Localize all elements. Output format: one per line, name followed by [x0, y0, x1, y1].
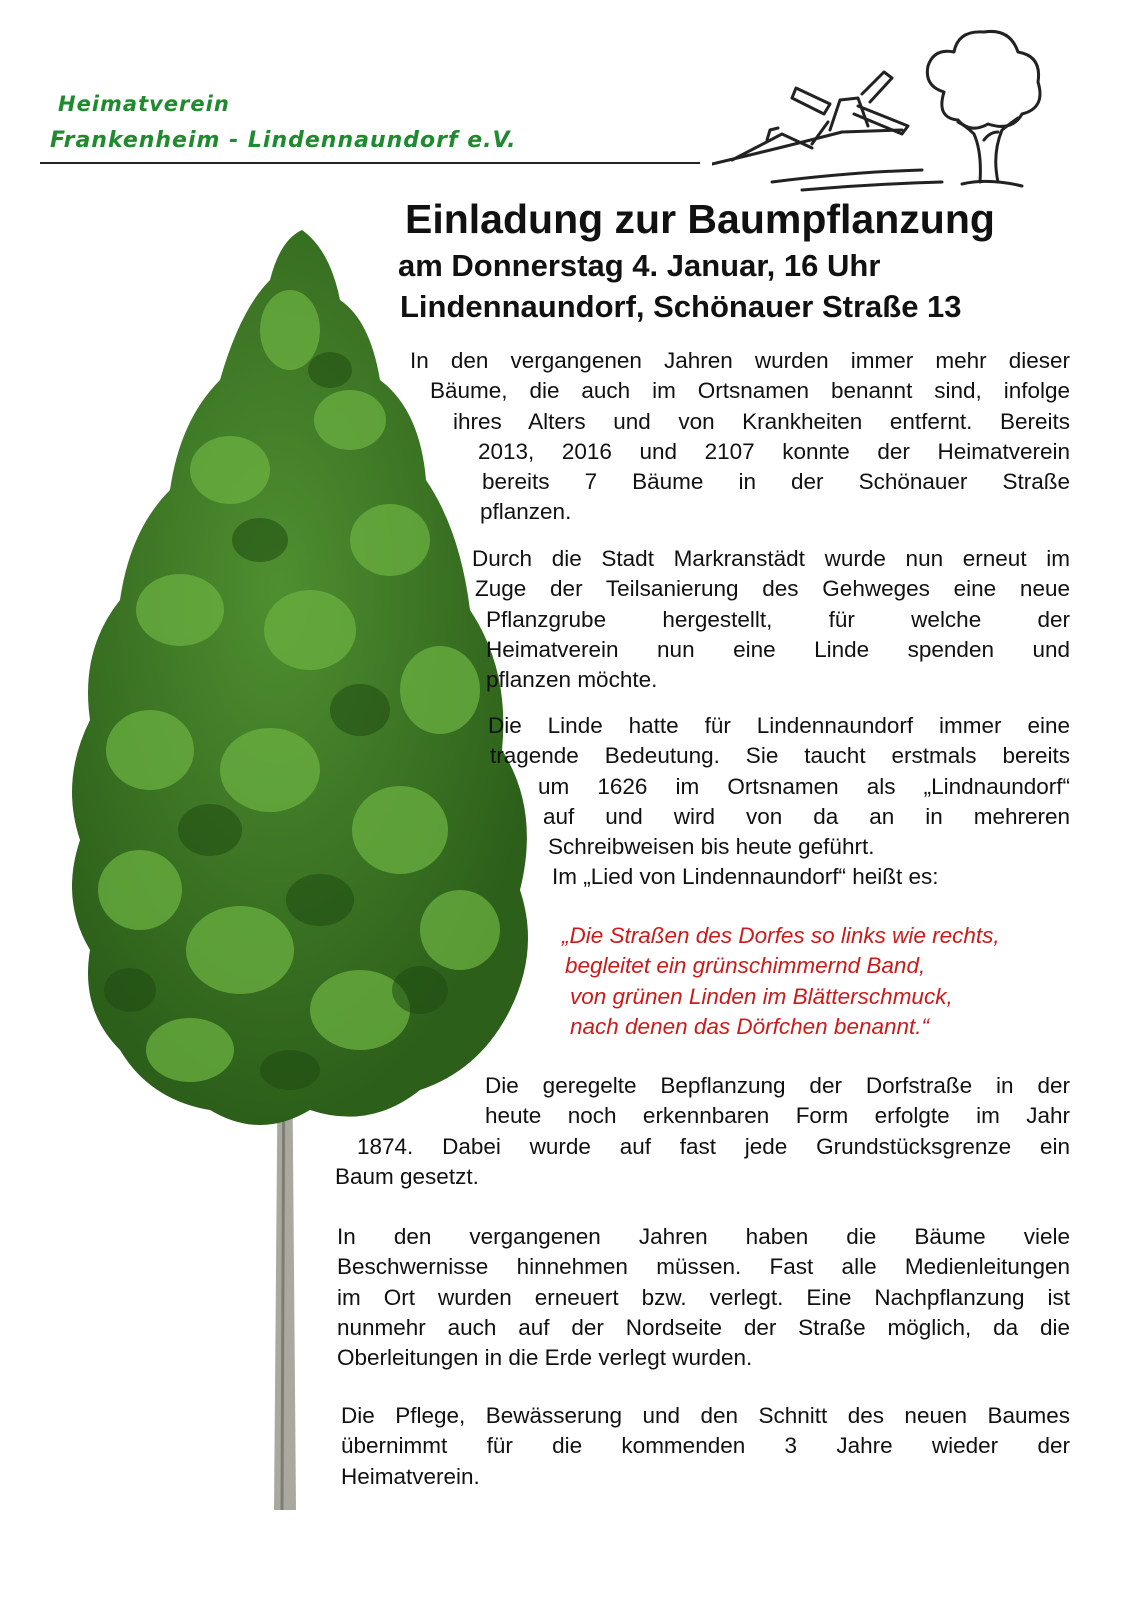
text-line: ihres Alters und von Krankheiten entfernt. Bereits — [453, 408, 1070, 434]
page-title: Einladung zur Baumpflanzung — [405, 196, 995, 242]
text-line: Oberleitungen in die Erde verlegt wurden. — [337, 1345, 753, 1371]
paragraph-3 — [488, 711, 1070, 893]
text-line: In den vergangenen Jahren wurden immer mehr dieser — [410, 348, 1070, 373]
paragraph-1 — [410, 346, 1070, 528]
text-line: Heimatverein nun eine Linde spenden und — [486, 636, 1070, 662]
quote-line: begleitet ein grünschimmernd Band, — [565, 953, 926, 979]
text-line: Bäume, die auch im Ortsnamen benannt sind, infolge — [430, 378, 1070, 404]
text-line: pflanzen. — [480, 499, 572, 525]
org-name-line2: Frankenheim - Lindennaundorf e.V. — [50, 128, 517, 153]
paragraph-6 — [341, 1401, 1070, 1492]
text-line: Baum gesetzt. — [335, 1163, 479, 1189]
quote-line: von grünen Linden im Blätterschmuck, — [570, 983, 953, 1009]
text-line: nunmehr auch auf der Nordseite der Straße möglich, da die — [337, 1314, 1070, 1340]
text-line: Durch die Stadt Markranstädt wurde nun erneut im — [472, 546, 1070, 571]
quote-line: nach denen das Dörfchen benannt.“ — [570, 1013, 930, 1039]
text-line: In den vergangenen Jahren haben die Bäume viele — [337, 1224, 1070, 1249]
text-line: Im „Lied von Lindennaundorf“ heißt es: — [552, 864, 939, 890]
paragraph-4 — [335, 1071, 1070, 1192]
event-location: Lindennaundorf, Schönauer Straße 13 — [400, 289, 962, 324]
text-line: 1874. Dabei wurde auf fast jede Grundstücksgrenze ein — [357, 1133, 1070, 1159]
text-line: 2013, 2016 und 2107 konnte der Heimatverein — [478, 438, 1070, 464]
text-line: Die geregelte Bepflanzung der Dorfstraße in der — [485, 1073, 1070, 1098]
text-line: um 1626 im Ortsnamen als „Lindnaundorf“ — [538, 773, 1070, 799]
text-line: pflanzen möchte. — [486, 667, 658, 693]
text-line: Pflanzgrube hergestellt, für welche der — [486, 606, 1070, 632]
header-divider — [40, 162, 700, 164]
text-line: heute noch erkennbaren Form erfolgte im Jahr — [485, 1103, 1070, 1129]
org-name-line1: Heimatverein — [58, 92, 230, 116]
text-line: tragende Bedeutung. Sie taucht erstmals bereits — [490, 743, 1070, 769]
song-quote — [562, 921, 1070, 1042]
text-line: auf und wird von da an in mehreren — [543, 803, 1070, 829]
text-line: bereits 7 Bäume in der Schönauer Straße — [482, 469, 1070, 495]
text-line: Schreibweisen bis heute geführt. — [548, 834, 875, 860]
paragraph-2 — [472, 544, 1070, 695]
text-line: Beschwernisse hinnehmen müssen. Fast alle Medienleitungen — [337, 1254, 1070, 1280]
windmill-tree-logo-icon — [712, 22, 1052, 202]
paragraph-5 — [337, 1222, 1070, 1373]
quote-line: „Die Straßen des Dorfes so links wie rechts, — [562, 923, 1000, 948]
event-date: am Donnerstag 4. Januar, 16 Uhr — [398, 248, 881, 283]
text-line: Die Pflege, Bewässerung und den Schnitt des neuen Baumes — [341, 1403, 1070, 1428]
text-line: im Ort wurden erneuert bzw. verlegt. Eine Nachpflanzung ist — [337, 1284, 1070, 1310]
text-line: Heimatverein. — [341, 1463, 480, 1489]
text-line: übernimmt für die kommenden 3 Jahre wieder der — [341, 1433, 1070, 1459]
text-line: Die Linde hatte für Lindennaundorf immer eine — [488, 713, 1070, 738]
text-line: Zuge der Teilsanierung des Gehweges eine neue — [475, 576, 1070, 602]
